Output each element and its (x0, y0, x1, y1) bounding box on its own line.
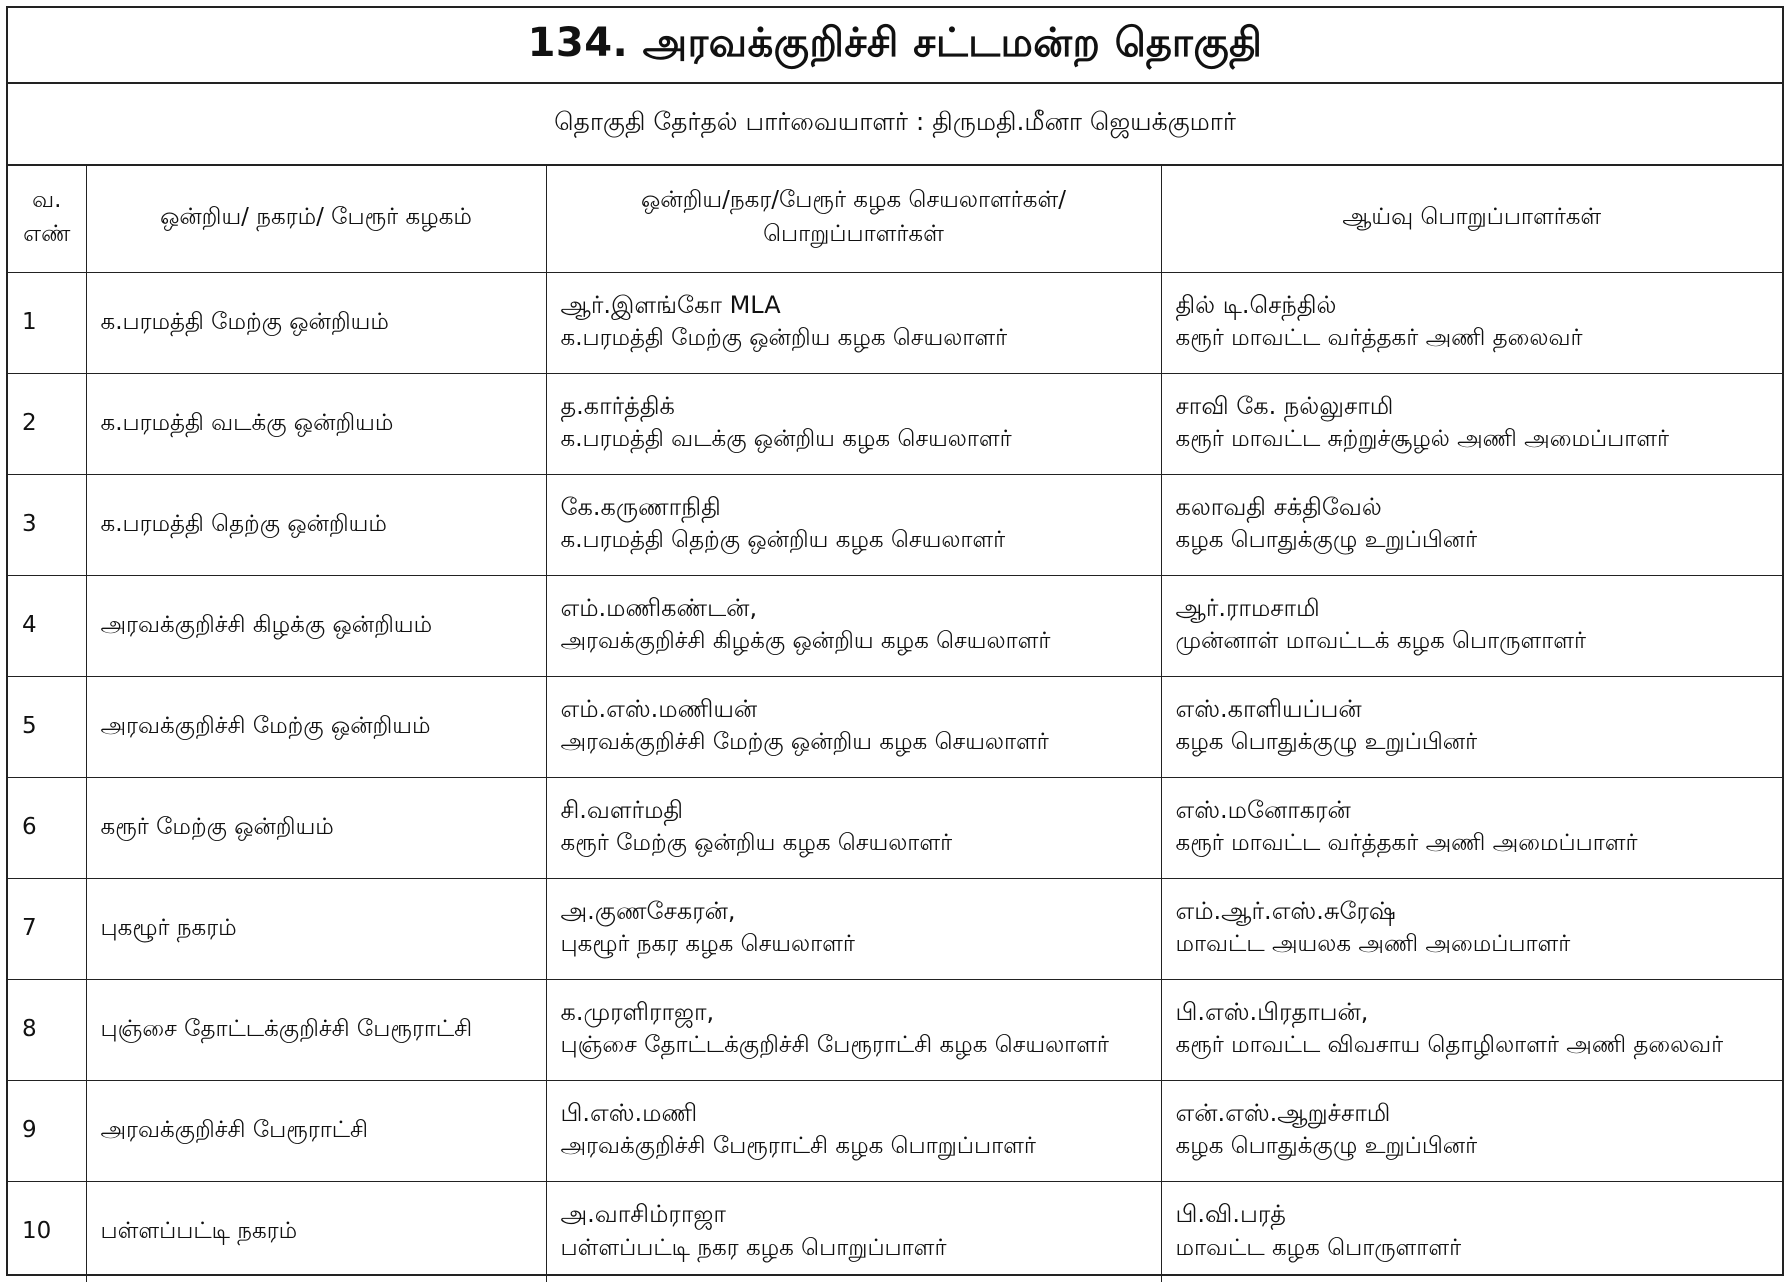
serial-header-line1: வ. (32, 187, 62, 214)
serial-number: 2 (8, 373, 86, 474)
inspector-role: மாவட்ட அயலக அணி அமைப்பாளர் (1175, 931, 1571, 958)
secretary-role: கரூர் மேற்கு ஒன்றிய கழக செயலாளர் (560, 830, 953, 857)
secretary-name: அ.குணசேகரன், (560, 896, 736, 925)
inspector-name: எம்.ஆர்.எஸ்.சுரேஷ் (1175, 896, 1396, 925)
inspector-role: மாவட்ட கழக பொருளாளர் (1175, 1234, 1462, 1261)
unit-name: அரவக்குறிச்சி மேற்கு ஒன்றியம் (86, 676, 546, 777)
table-row (8, 1181, 1782, 1282)
inspector-role: கழக பொதுக்குழு உறுப்பினர் (1175, 1133, 1478, 1160)
constituency-sheet (6, 6, 1784, 1276)
secretary-cell (546, 878, 1161, 979)
secretary-role: பள்ளப்பட்டி நகர கழக பொறுப்பாளர் (560, 1234, 947, 1261)
inspector-name: பி.வி.பரத் (1175, 1200, 1286, 1229)
secretary-column-header (546, 164, 1161, 272)
inspector-cell (1161, 1080, 1782, 1181)
secretary-name: எம்.மணிகண்டன், (560, 593, 758, 622)
inspector-cell (1161, 272, 1782, 373)
inspector-name: ஆர்.ராமசாமி (1175, 593, 1320, 622)
secretary-role: அரவக்குறிச்சி பேரூராட்சி கழக பொறுப்பாளர் (560, 1133, 1036, 1160)
unit-name: கரூர் மேற்கு ஒன்றியம் (86, 777, 546, 878)
observer-line: தொகுதி தேர்தல் பார்வையாளர் : திருமதி.மீனா ஜெயக்குமார் (8, 82, 1782, 166)
unit-name: அரவக்குறிச்சி கிழக்கு ஒன்றியம் (86, 575, 546, 676)
secretary-header-line2: பொறுப்பாளர்கள் (763, 220, 944, 247)
secretary-cell (546, 474, 1161, 575)
inspector-name: எஸ்.காளியப்பன் (1175, 694, 1362, 723)
table-row (8, 1080, 1782, 1181)
inspector-role: முன்னாள் மாவட்டக் கழக பொருளாளர் (1175, 628, 1587, 655)
inspector-name: என்.எஸ்.ஆறுச்சாமி (1175, 1098, 1391, 1127)
inspector-cell (1161, 878, 1782, 979)
secretary-role: புஞ்சை தோட்டக்குறிச்சி பேரூராட்சி கழக செயலாளர் (560, 1032, 1109, 1059)
inspector-name: சாவி கே. நல்லுசாமி (1175, 391, 1394, 420)
serial-number: 7 (8, 878, 86, 979)
table-header-row (8, 164, 1782, 272)
table-row (8, 777, 1782, 878)
serial-number: 8 (8, 979, 86, 1080)
secretary-cell (546, 979, 1161, 1080)
secretary-cell (546, 676, 1161, 777)
table-row (8, 575, 1782, 676)
secretary-cell (546, 1080, 1161, 1181)
inspector-name: எஸ்.மனோகரன் (1175, 795, 1351, 824)
table-row (8, 272, 1782, 373)
unit-name: பள்ளப்பட்டி நகரம் (86, 1181, 546, 1282)
unit-name: க.பரமத்தி மேற்கு ஒன்றியம் (86, 272, 546, 373)
serial-column-header (8, 164, 86, 272)
secretary-name: க.முரளிராஜா, (560, 997, 715, 1026)
secretary-cell (546, 373, 1161, 474)
serial-number: 5 (8, 676, 86, 777)
inspector-role: கரூர் மாவட்ட வர்த்தகர் அணி தலைவர் (1175, 325, 1583, 352)
inspector-role: கரூர் மாவட்ட விவசாய தொழிலாளர் அணி தலைவர் (1175, 1032, 1724, 1059)
secretary-role: க.பரமத்தி மேற்கு ஒன்றிய கழக செயலாளர் (560, 325, 1008, 352)
table-row (8, 676, 1782, 777)
serial-number: 1 (8, 272, 86, 373)
secretary-header-line1: ஒன்றிய/நகர/பேரூர் கழக செயலாளர்கள்/ (641, 187, 1066, 214)
inspector-cell (1161, 777, 1782, 878)
secretary-role: அரவக்குறிச்சி கிழக்கு ஒன்றிய கழக செயலாளர் (560, 628, 1051, 655)
secretary-name: அ.வாசிம்ராஜா (560, 1200, 726, 1229)
unit-name: க.பரமத்தி தெற்கு ஒன்றியம் (86, 474, 546, 575)
table-row (8, 373, 1782, 474)
unit-column-header: ஒன்றிய/ நகரம்/ பேரூர் கழகம் (86, 164, 546, 272)
inspector-role: கழக பொதுக்குழு உறுப்பினர் (1175, 527, 1478, 554)
serial-header-line2: எண் (23, 220, 71, 247)
unit-name: புகழூர் நகரம் (86, 878, 546, 979)
secretary-cell (546, 575, 1161, 676)
inspector-role: கழக பொதுக்குழு உறுப்பினர் (1175, 729, 1478, 756)
inspector-cell (1161, 373, 1782, 474)
serial-number: 10 (8, 1181, 86, 1282)
secretary-role: புகழூர் நகர கழக செயலாளர் (560, 931, 855, 958)
unit-name: க.பரமத்தி வடக்கு ஒன்றியம் (86, 373, 546, 474)
inspector-cell (1161, 676, 1782, 777)
secretary-role: அரவக்குறிச்சி மேற்கு ஒன்றிய கழக செயலாளர் (560, 729, 1049, 756)
secretary-name: த.கார்த்திக் (560, 391, 675, 420)
table-row (8, 979, 1782, 1080)
secretary-name: எம்.எஸ்.மணியன் (560, 694, 758, 723)
inspector-cell (1161, 575, 1782, 676)
inspector-role: கரூர் மாவட்ட சுற்றுச்சூழல் அணி அமைப்பாளர் (1175, 426, 1670, 453)
inspector-column-header: ஆய்வு பொறுப்பாளர்கள் (1161, 164, 1782, 272)
secretary-name: கே.கருணாநிதி (560, 492, 721, 521)
table-row (8, 474, 1782, 575)
secretary-name: சி.வளர்மதி (560, 795, 684, 824)
secretary-role: க.பரமத்தி வடக்கு ஒன்றிய கழக செயலாளர் (560, 426, 1012, 453)
responsibility-table (8, 164, 1782, 1282)
table-row (8, 878, 1782, 979)
serial-number: 9 (8, 1080, 86, 1181)
serial-number: 3 (8, 474, 86, 575)
secretary-cell (546, 777, 1161, 878)
inspector-cell (1161, 1181, 1782, 1282)
inspector-name: கலாவதி சக்திவேல் (1175, 492, 1382, 521)
inspector-cell (1161, 979, 1782, 1080)
secretary-cell (546, 272, 1161, 373)
secretary-name: ஆர்.இளங்கோ MLA (560, 290, 781, 319)
inspector-role: கரூர் மாவட்ட வர்த்தகர் அணி அமைப்பாளர் (1175, 830, 1638, 857)
secretary-role: க.பரமத்தி தெற்கு ஒன்றிய கழக செயலாளர் (560, 527, 1006, 554)
unit-name: புஞ்சை தோட்டக்குறிச்சி பேரூராட்சி (86, 979, 546, 1080)
inspector-name: பி.எஸ்.பிரதாபன், (1175, 997, 1369, 1026)
serial-number: 4 (8, 575, 86, 676)
inspector-name: தில் டி.செந்தில் (1175, 290, 1337, 319)
page-title: 134. அரவக்குறிச்சி சட்டமன்ற தொகுதி (8, 8, 1782, 84)
secretary-cell (546, 1181, 1161, 1282)
unit-name: அரவக்குறிச்சி பேரூராட்சி (86, 1080, 546, 1181)
serial-number: 6 (8, 777, 86, 878)
inspector-cell (1161, 474, 1782, 575)
secretary-name: பி.எஸ்.மணி (560, 1098, 698, 1127)
